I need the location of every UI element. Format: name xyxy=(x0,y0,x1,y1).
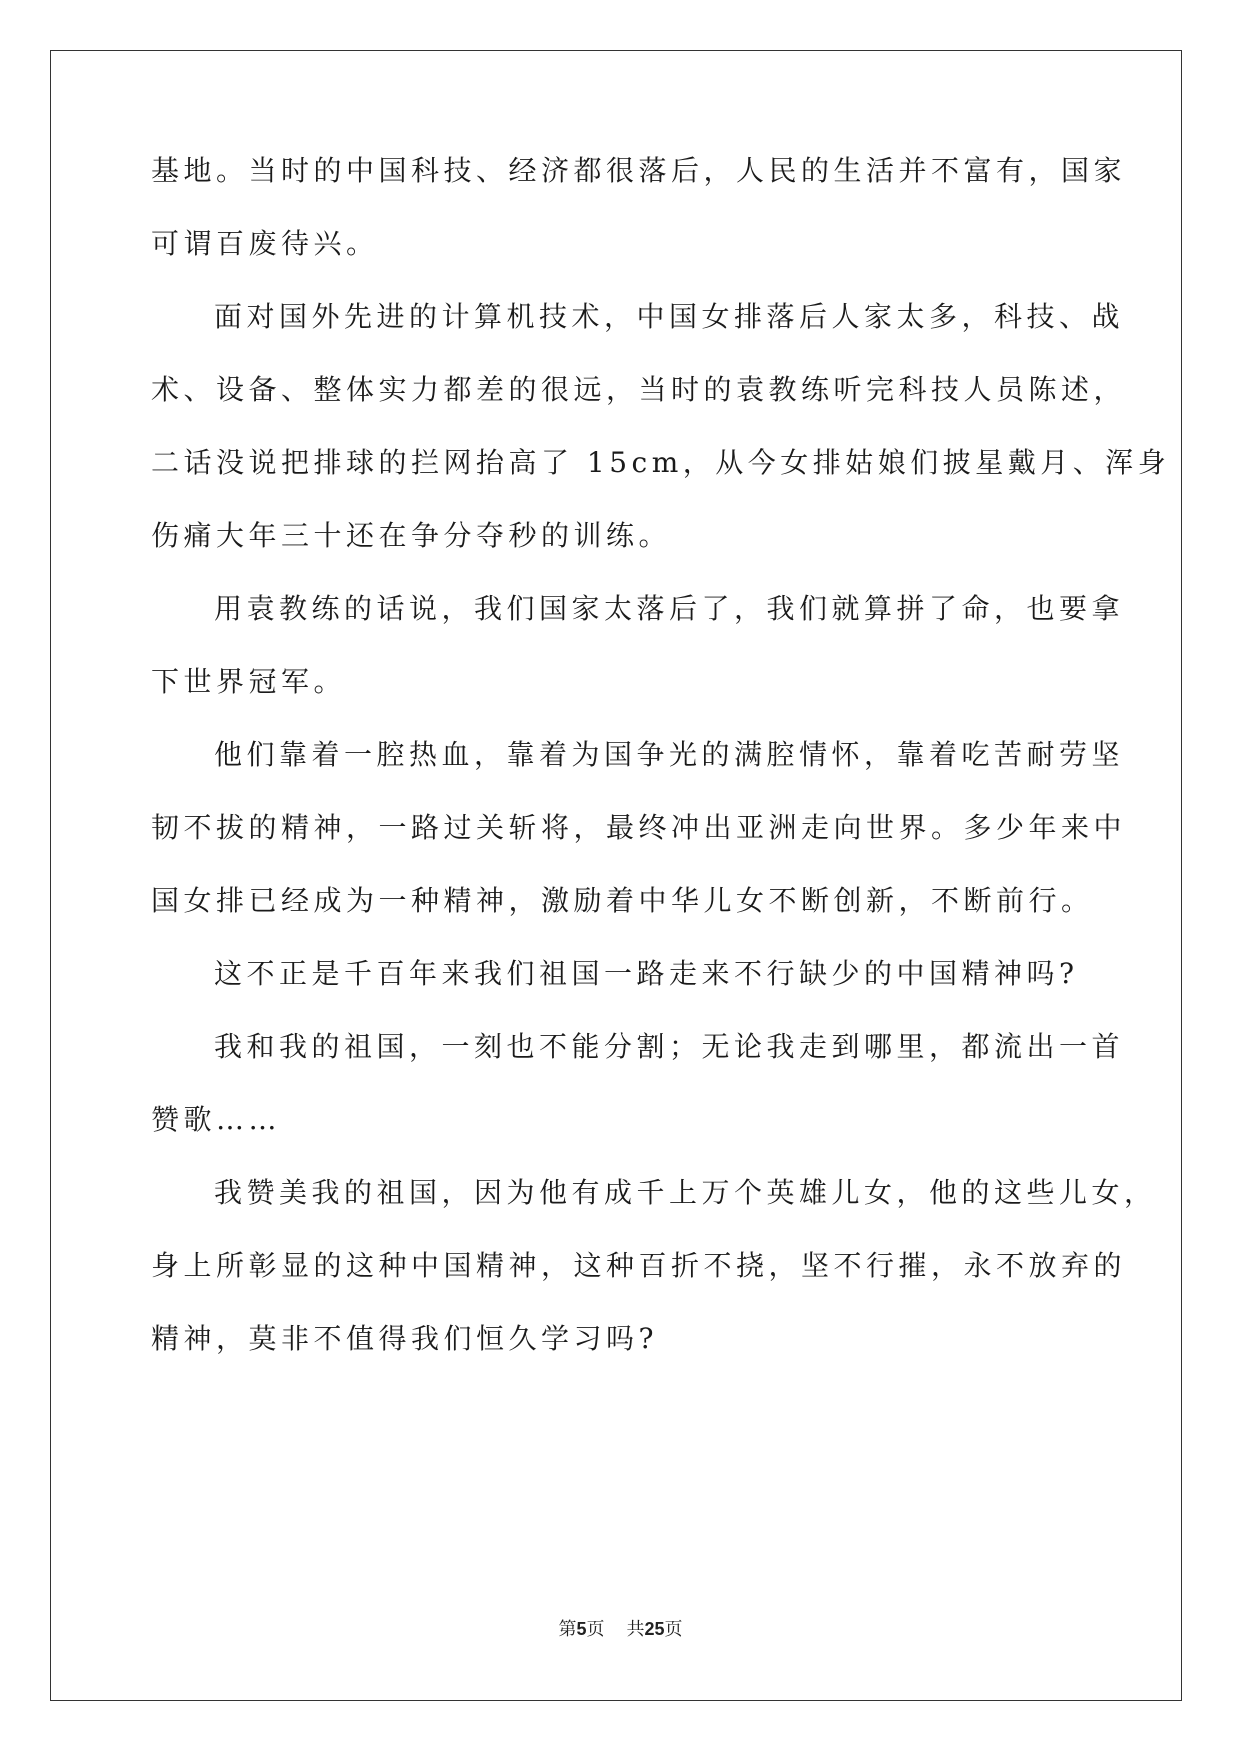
text-line: 二话没说把排球的拦网抬高了 15cm，从今女排姑娘们披星戴月、浑身 xyxy=(151,446,1171,479)
total-pages: 25 xyxy=(644,1619,665,1639)
page-prefix: 第 xyxy=(558,1619,577,1640)
text-line: 国女排已经成为一种精神，激励着中华儿女不断创新，不断前行。 xyxy=(151,884,1094,917)
text-line: 韧不拔的精神，一路过关斩将，最终冲出亚洲走向世界。多少年来中 xyxy=(151,811,1127,844)
total-prefix: 共 xyxy=(626,1619,645,1640)
page-suffix: 页 xyxy=(586,1619,605,1640)
text-line: 可谓百废待兴。 xyxy=(151,227,379,260)
text-line: 伤痛大年三十还在争分夺秒的训练。 xyxy=(151,519,672,552)
page-footer xyxy=(0,1617,1241,1642)
text-line: 精神，莫非不值得我们恒久学习吗? xyxy=(151,1322,659,1355)
paragraph-start-line: 用袁教练的话说，我们国家太落后了，我们就算拼了命，也要拿 xyxy=(214,592,1125,625)
page-number: 5 xyxy=(576,1619,587,1639)
paragraph-start-line: 这不正是千百年来我们祖国一路走来不行缺少的中国精神吗? xyxy=(214,957,1079,990)
text-line: 术、设备、整体实力都差的很远，当时的袁教练听完科技人员陈述， xyxy=(151,373,1127,406)
paragraph-start-line: 面对国外先进的计算机技术，中国女排落后人家太多，科技、战 xyxy=(214,300,1125,333)
text-line: 赞歌…… xyxy=(151,1103,282,1136)
paragraph-start-line: 他们靠着一腔热血，靠着为国争光的满腔情怀，靠着吃苦耐劳坚 xyxy=(214,738,1125,771)
paragraph-start-line: 我赞美我的祖国，因为他有成千上万个英雄儿女，他的这些儿女， xyxy=(214,1176,1157,1209)
paragraph-start-line: 我和我的祖国，一刻也不能分割；无论我走到哪里，都流出一首 xyxy=(214,1030,1125,1063)
total-suffix: 页 xyxy=(664,1619,683,1640)
text-line: 基地。当时的中国科技、经济都很落后，人民的生活并不富有，国家 xyxy=(151,154,1127,187)
text-line: 身上所彰显的这种中国精神，这种百折不挠，坚不行摧，永不放弃的 xyxy=(151,1249,1127,1282)
text-line: 下世界冠军。 xyxy=(151,665,347,698)
